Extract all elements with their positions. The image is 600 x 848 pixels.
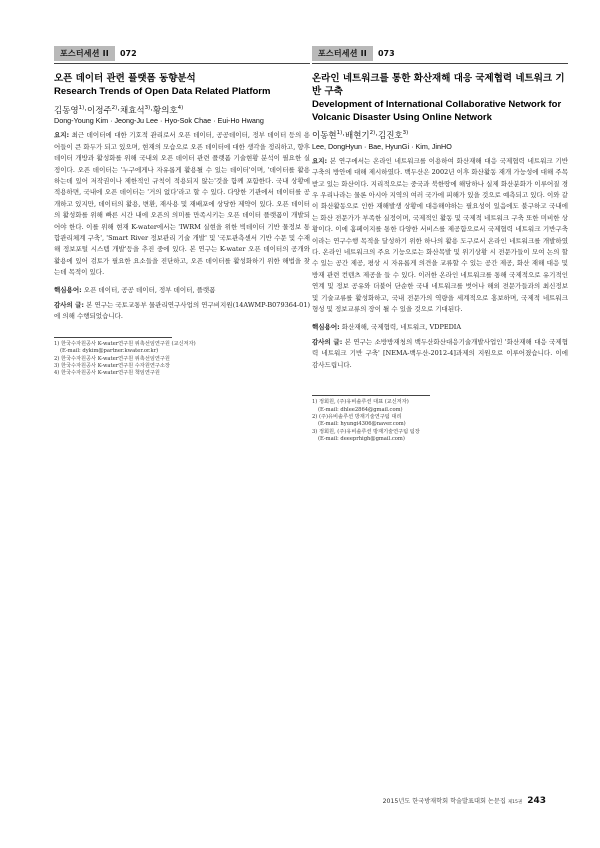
section-header — [312, 46, 568, 64]
author-name: 황의호 — [153, 105, 178, 116]
keywords-text: 화산재해, 국제협력, 네트워크, VDPEDIA — [341, 322, 462, 331]
authors-korean: 이동현$^{1)}$·배현기$^{2)}$·김진호$^{3)}$ — [312, 130, 409, 141]
keywords — [54, 285, 310, 296]
acknowledgement-label: 감사의 글: — [312, 337, 343, 346]
abstract-label: 요지: — [54, 131, 70, 140]
author-affiliation-mark: 3) — [402, 130, 409, 136]
footnote: 3) 정회원, (주)유비솔루션 방재기술연구팀 팀장 — [312, 428, 420, 435]
author-affiliation-mark: 4) — [177, 104, 184, 111]
footnote: 3) 한국수자원공사 K-water연구원 수자원연구소장 — [54, 363, 170, 370]
session-badge: 포스터세션 II — [312, 46, 373, 61]
author-name: 채효석 — [120, 105, 145, 116]
footer-proceedings: 2015년도 한국방재학회 학술발표대회 논문집 — [382, 798, 506, 805]
footnotes — [312, 395, 430, 443]
abstract-label: 요지: — [312, 156, 328, 165]
keywords-label: 핵심용어: — [54, 285, 82, 294]
footnote-email: (E-mail: dhlee2864@gmail.com) — [318, 406, 403, 413]
left-article — [54, 46, 310, 378]
footer-volume: 제15권 — [507, 800, 523, 805]
footnotes — [54, 337, 196, 378]
page-footer — [350, 796, 546, 806]
footnote: 2) 한국수자원공사 K-water연구원 위촉선임연구원 — [54, 355, 170, 362]
title-english: Development of International Collaborative Network for Volcanic Disaster Using Online Network — [312, 99, 562, 123]
abstract-text: 최근 데이터에 대한 기호적 관리로서 오픈 데이터, 공공데이터, 정부 데이터 등의 용어들이 큰 화두가 되고 있으며, 현재의 모습으로 오픈 데이터에 대한 생각을 정리하고, 향후 데이터 개방과 활성화를 위해 국내외 오픈 데이터 관련 플랫폼 기술현황 분석이 필요한 실정이다. 오픈 데이터는 '누구에게나 자유롭게 활용될 수 있는 데이터'이며, '데이터를 활용하는데 있어 저작권이나 제한적인 규칙이 적용되지 않는'것을 함께 포함한다. 국내 상황에 적용하면, 국내에 오픈 데이터는 '거의 없다'라고 할 수 있다. 다양한 기관에서 데이터를 공개하고 있지만, 데이터의 활용, 변환, 재사용 및 재배포에 상당한 제약이 있다. 오픈 데이터의 활성화를 위해 빠른 시간 내에 오픈의 의미를 만족시키는 오픈 데이터 플랫폼이 개발되어야 한다. 이를 위해 현재 K-water에서는 'IWRM 실현을 위한 빅데이터 기반 물정보 통합관리체계 구축', 'Smart River 정보관리 기술 개발' 및 '국토관측센서 기반 수문 및 수재해 정보포털 시스템 개발'등을 추진 중에 있다. 본 연구는 K-water 오픈 데이터의 공개와 활용에 있어 검토가 필요한 요소들을 진단하고, 오픈 데이터를 활성화하기 위한 해법을 찾는데 목적이 있다. — [54, 131, 310, 277]
author-affiliation-mark: 1) — [336, 130, 343, 136]
author-affiliation-mark: 1) — [78, 104, 85, 111]
author-affiliation-mark: 2) — [111, 104, 118, 111]
acknowledgement-text: 본 연구는 소방방재청의 백두산화산대응기술개발사업인 '화산재해 대응 국제협력 네트워크 기반 구축' [NEMA-백두산-2012-4]과제의 지원으로 이루어졌습니다. 이에 감사드립니다. — [312, 337, 568, 369]
acknowledgement — [312, 337, 568, 371]
authors-korean: 김동영$^{1)}$·이정주$^{2)}$·채효석$^{3)}$·황의호$^{4)}$ — [54, 104, 184, 116]
footnote: 4) 한국수자원공사 K-water연구원 책임연구원 — [54, 370, 160, 377]
keywords-label: 핵심용어: — [312, 322, 340, 331]
abstract — [54, 130, 310, 278]
title-english: Research Trends of Open Data Related Platform — [54, 86, 271, 97]
keywords-text: 오픈 데이터, 공공 데이터, 정부 데이터, 플랫폼 — [83, 285, 216, 294]
authors-english: Lee, DongHyun · Bae, HyunGi · Kim, JinHO — [312, 141, 452, 151]
footnote-email: (E-mail: hyungi4306@naver.com) — [318, 421, 406, 428]
author-name: 이정주 — [87, 105, 112, 116]
author-name: 김동영 — [54, 105, 79, 116]
page-number: 243 — [527, 796, 546, 806]
footnote: 1) 한국수자원공사 K-water연구원 위촉선임연구원 (교신저자) — [54, 340, 196, 347]
abstract — [312, 156, 568, 316]
title-korean: 오픈 데이터 관련 플랫폼 동향분석 — [54, 73, 196, 84]
author-name: 이동현 — [312, 130, 337, 141]
author-affiliation-mark: 3) — [144, 104, 151, 111]
keywords — [312, 322, 568, 333]
author-affiliation-mark: 2) — [369, 130, 376, 136]
article-number: 072 — [119, 49, 137, 58]
authors-english: Dong-Young Kim · Jeong-Ju Lee · Hyo-Sok Chae · Eui-Ho Hwang — [54, 116, 264, 126]
author-name: 배현기 — [345, 130, 370, 141]
right-article — [312, 46, 568, 444]
title-korean: 온라인 네트워크를 통한 화산재해 대응 국제협력 네트워크 기반 구축 — [312, 73, 565, 97]
author-name: 김진호 — [378, 130, 403, 141]
footnote-email: (E-mail: deeeprhigh@gmail.com) — [318, 436, 405, 443]
acknowledgement-label: 감사의 글: — [54, 301, 85, 310]
footnote: 2) (주)유비솔루션 방재기술연구팀 대리 — [312, 413, 402, 420]
acknowledgement — [54, 300, 310, 323]
session-badge: 포스터세션 II — [54, 46, 115, 61]
section-header — [54, 46, 310, 64]
acknowledgement-text: 본 연구는 국토교통부 물관리연구사업의 연구비지원(14AWMP-B079364-01)에 의해 수행되었습니다. — [54, 301, 310, 321]
abstract-text: 본 연구에서는 온라인 네트워크를 이용하여 화산재해 대응 국제협력 네트워크 기반 구축의 방안에 대해 제시하였다. 백두산은 2002년 이후 화산활동 재개 가능성에 대해 주목받고 있는 화산이다. 지리적으로는 중국과 북한땅에 해당하나 실제 화산분화가 이루어질 경우 우리나라는 물론 아시아 지역의 여러 국가에 피해가 있을 것으로 예측되고 있다. 이와 같이 화산활동으로 인한 재해발생 상황에 대응해야하는 필요성이 있음에도 불구하고 국내에는 화산 전문가가 부족한 실정이며, 국제적인 활동 및 국제적 네트워크 구축 또한 미비한 상황이다. 이에 홈페이지를 통한 다양한 서비스를 제공함으로서 국제협력 네트워크 기반구축이라는 연구수행 목적을 달성하기 위한 하나의 활용 도구로서 온라인 네트워크를 개발하였다. 온라인 네트워크의 주요 기능으로는 화산목발 및 위기상황 시 전문가들이 모여 논의 할 수 있는 공간 제공, 평상 시 자유롭게 의견을 교류할 수 있는 공간 제공, 화산 재해 대응 및 방재 관련 컨텐츠 제공을 들 수 있다. 이러한 온라인 네트워크를 통해 국제적으로 유기적인 연계 및 정보 공유와 더불어 단순한 국내 네트워크를 벗어나 해외 전문가들과의 최신정보 및 기술교류를 활성화하고, 국내 전문가의 역량을 세계적으로 홍보하며, 국제적 네트워크 형성 및 정보교류의 장이 될 수 있을 것으로 기대된다. — [312, 156, 568, 314]
article-number: 073 — [377, 49, 395, 58]
footnote: 1) 정회원, (주)유비솔루션 대표 (교신저자) — [312, 399, 409, 406]
footnote-email: (E-mail: dykim@partner.kwater.or.kr) — [60, 348, 159, 355]
